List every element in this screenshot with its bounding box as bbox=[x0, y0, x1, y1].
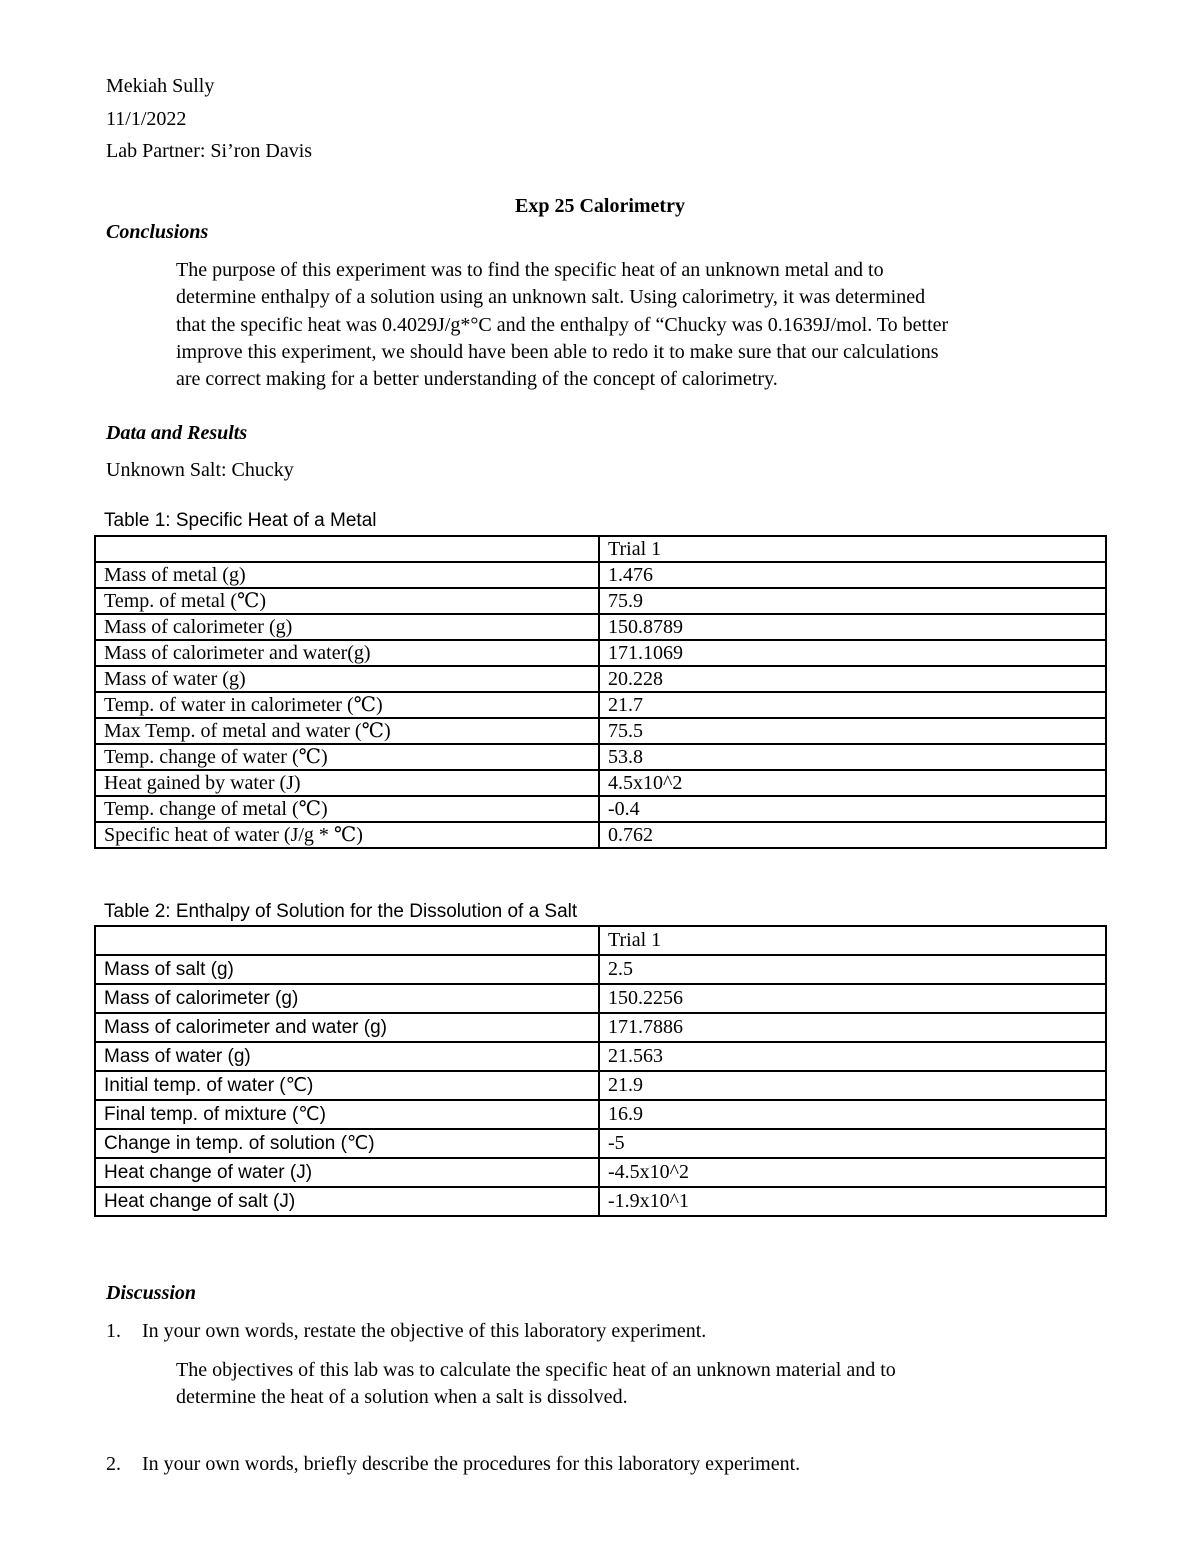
row-value: 20.228 bbox=[599, 666, 1106, 692]
row-label: Mass of calorimeter and water (g) bbox=[95, 1013, 599, 1042]
table-header-cell: Trial 1 bbox=[599, 926, 1106, 955]
row-label: Mass of calorimeter and water(g) bbox=[95, 640, 599, 666]
row-value: 171.7886 bbox=[599, 1013, 1106, 1042]
conclusions-line: determine enthalpy of a solution using an unknown salt. Using calorimetry, it was determined bbox=[176, 286, 926, 309]
row-value: 150.2256 bbox=[599, 984, 1106, 1013]
row-label: Temp. of water in calorimeter (℃) bbox=[95, 692, 599, 718]
row-value: 75.5 bbox=[599, 718, 1106, 744]
row-label: Mass of calorimeter (g) bbox=[95, 984, 599, 1013]
row-value: -5 bbox=[599, 1129, 1106, 1158]
table-row bbox=[95, 1042, 1106, 1071]
enthalpy-table bbox=[94, 925, 1107, 1217]
row-label: Temp. change of water (℃) bbox=[95, 744, 599, 770]
table-header-cell bbox=[95, 536, 599, 562]
table-row bbox=[95, 718, 1106, 744]
table-row bbox=[95, 666, 1106, 692]
conclusions-paragraph bbox=[176, 257, 1106, 393]
table-row bbox=[95, 1100, 1106, 1129]
table-row bbox=[95, 1129, 1106, 1158]
conclusions-heading: Conclusions bbox=[106, 221, 209, 243]
row-value: 0.762 bbox=[599, 822, 1106, 848]
unknown-salt-label: Unknown Salt: Chucky bbox=[106, 459, 294, 481]
row-label: Mass of water (g) bbox=[95, 666, 599, 692]
conclusions-line: The purpose of this experiment was to find the specific heat of an unknown metal and to bbox=[176, 259, 884, 281]
table-row bbox=[95, 744, 1106, 770]
row-label: Specific heat of water (J/g * ℃) bbox=[95, 822, 599, 848]
table-row bbox=[95, 588, 1106, 614]
lab-partner: Lab Partner: Si’ron Davis bbox=[106, 140, 313, 162]
answer-line: determine the heat of a solution when a salt is dissolved. bbox=[176, 1386, 628, 1409]
table-row bbox=[95, 562, 1106, 588]
row-value: 1.476 bbox=[599, 562, 1106, 588]
table-header-cell bbox=[95, 926, 599, 955]
table-row bbox=[95, 796, 1106, 822]
row-label: Heat change of salt (J) bbox=[95, 1187, 599, 1216]
question-text: In your own words, briefly describe the procedures for this laboratory experiment. bbox=[142, 1453, 801, 1475]
row-value: 171.1069 bbox=[599, 640, 1106, 666]
conclusions-line: are correct making for a better understanding of the concept of calorimetry. bbox=[176, 368, 778, 391]
discussion-heading: Discussion bbox=[106, 1282, 197, 1304]
row-value: 21.7 bbox=[599, 692, 1106, 718]
row-label: Mass of salt (g) bbox=[95, 955, 599, 984]
question-number: 2. bbox=[106, 1453, 121, 1475]
row-label: Max Temp. of metal and water (℃) bbox=[95, 718, 599, 744]
row-label: Heat gained by water (J) bbox=[95, 770, 599, 796]
table1-caption: Table 1: Specific Heat of a Metal bbox=[104, 510, 377, 531]
table-row bbox=[95, 614, 1106, 640]
row-value: 75.9 bbox=[599, 588, 1106, 614]
table-header-cell: Trial 1 bbox=[599, 536, 1106, 562]
table-header-row bbox=[95, 926, 1106, 955]
row-label: Mass of calorimeter (g) bbox=[95, 614, 599, 640]
table-row bbox=[95, 1013, 1106, 1042]
table-header-row bbox=[95, 536, 1106, 562]
row-label: Heat change of water (J) bbox=[95, 1158, 599, 1187]
row-value: 4.5x10^2 bbox=[599, 770, 1106, 796]
document-title: Exp 25 Calorimetry bbox=[515, 195, 685, 217]
table-row bbox=[95, 770, 1106, 796]
row-value: 2.5 bbox=[599, 955, 1106, 984]
conclusions-line: improve this experiment, we should have been able to redo it to make sure that our calculations bbox=[176, 340, 939, 363]
row-label: Change in temp. of solution (℃) bbox=[95, 1129, 599, 1158]
table-row bbox=[95, 1071, 1106, 1100]
row-label: Temp. change of metal (℃) bbox=[95, 796, 599, 822]
question-number: 1. bbox=[106, 1320, 121, 1342]
table-row bbox=[95, 955, 1106, 984]
table2-caption: Table 2: Enthalpy of Solution for the Dissolution of a Salt bbox=[104, 901, 578, 922]
table-row bbox=[95, 640, 1106, 666]
author-name: Mekiah Sully bbox=[106, 75, 215, 97]
discussion-question-1 bbox=[106, 1318, 706, 1345]
question-text: In your own words, restate the objective of this laboratory experiment. bbox=[142, 1320, 707, 1342]
answer-line: The objectives of this lab was to calculate the specific heat of an unknown material and to bbox=[176, 1359, 896, 1381]
table-row bbox=[95, 692, 1106, 718]
data-results-heading: Data and Results bbox=[106, 422, 248, 444]
table-row bbox=[95, 822, 1106, 848]
row-value: 150.8789 bbox=[599, 614, 1106, 640]
row-label: Mass of metal (g) bbox=[95, 562, 599, 588]
row-value: 21.563 bbox=[599, 1042, 1106, 1071]
discussion-answer-1 bbox=[176, 1357, 1106, 1412]
row-value: -1.9x10^1 bbox=[599, 1187, 1106, 1216]
table-row bbox=[95, 1158, 1106, 1187]
row-value: 21.9 bbox=[599, 1071, 1106, 1100]
row-value: 16.9 bbox=[599, 1100, 1106, 1129]
table-row bbox=[95, 984, 1106, 1013]
row-value: 53.8 bbox=[599, 744, 1106, 770]
report-date: 11/1/2022 bbox=[106, 108, 187, 130]
conclusions-line: that the specific heat was 0.4029J/g*°C and the enthalpy of “Chucky was 0.1639J/mol. To better bbox=[176, 313, 949, 336]
row-label: Initial temp. of water (℃) bbox=[95, 1071, 599, 1100]
discussion-question-2 bbox=[106, 1451, 800, 1478]
row-value: -0.4 bbox=[599, 796, 1106, 822]
specific-heat-table bbox=[94, 535, 1107, 849]
row-value: -4.5x10^2 bbox=[599, 1158, 1106, 1187]
row-label: Mass of water (g) bbox=[95, 1042, 599, 1071]
row-label: Final temp. of mixture (℃) bbox=[95, 1100, 599, 1129]
table-row bbox=[95, 1187, 1106, 1216]
row-label: Temp. of metal (℃) bbox=[95, 588, 599, 614]
